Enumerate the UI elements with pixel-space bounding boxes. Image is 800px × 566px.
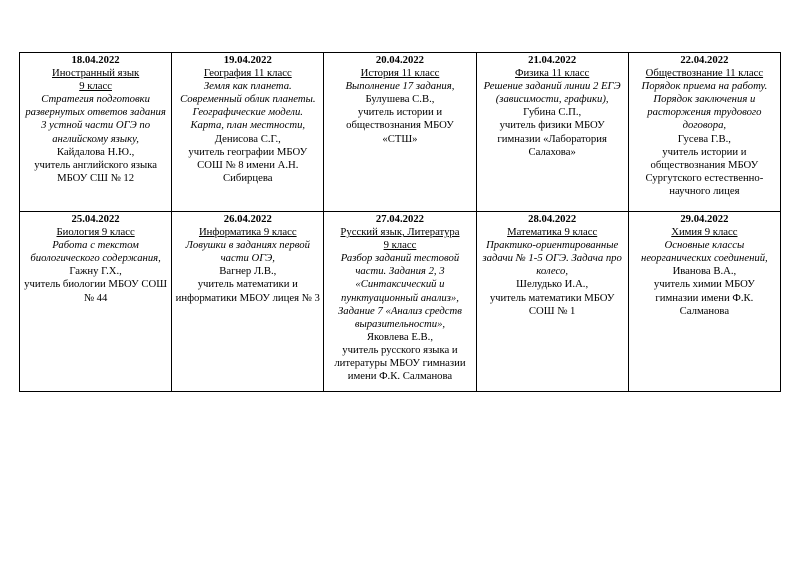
- lesson-subject: Биология 9 класс: [56, 226, 135, 239]
- schedule-cell: [172, 212, 324, 392]
- teacher-name: Кайдалова Н.Ю.,: [56, 145, 135, 158]
- lesson-subject: Физика 11 класс: [515, 67, 590, 80]
- teacher-position: учитель истории и обществознания МБОУ Сургутского естественно-научного лицея: [645, 145, 764, 197]
- schedule-cell: [628, 212, 780, 392]
- schedule-cell: [628, 53, 780, 212]
- teacher-position: учитель математики и информатики МБОУ лицея № 3: [175, 278, 320, 304]
- table-row: [20, 212, 781, 392]
- lesson-subject: География 11 класс: [203, 67, 292, 80]
- schedule-cell: [324, 53, 476, 212]
- teacher-position: учитель биологии МБОУ СОШ № 44: [24, 278, 167, 304]
- lesson-date: 21.04.2022: [528, 54, 577, 66]
- lesson-subject: История 11 класс: [360, 67, 440, 80]
- lesson-subject: Обществознание 11 класс: [645, 67, 764, 80]
- lesson-topic: Порядок приема на работу. Порядок заключения и расторжения трудового договора,: [641, 80, 768, 132]
- teacher-name: Яковлева Е.В.,: [366, 330, 434, 343]
- schedule-cell: [20, 212, 172, 392]
- lesson-date: 29.04.2022: [680, 213, 729, 225]
- teacher-name: Гусева Г.В.,: [677, 132, 731, 145]
- lesson-subject: Русский язык, Литература: [340, 226, 460, 239]
- lesson-topic: Практико-ориентированные задачи № 1-5 ОГЭ. Задача про колесо,: [482, 239, 622, 278]
- lesson-topic: Разбор заданий тестовой части. Задания 2, 3 «Синтаксический и пунктуационный анализ», Задание 7 «Анализ средств выразительности»,: [338, 252, 462, 330]
- schedule-cell: [476, 53, 628, 212]
- lesson-date: 19.04.2022: [223, 54, 272, 66]
- schedule-table: [19, 52, 781, 392]
- schedule-cell: [20, 53, 172, 212]
- teacher-position: учитель истории и обществознания МБОУ «СТШ»: [346, 106, 454, 145]
- teacher-position: учитель химии МБОУ гимназии имени Ф.К. Салманова: [653, 278, 755, 317]
- lesson-date: 27.04.2022: [375, 213, 425, 225]
- lesson-topic: Ловушки в заданиях первой части ОГЭ,: [185, 239, 310, 265]
- lesson-date: 20.04.2022: [375, 54, 425, 66]
- lesson-date: 22.04.2022: [680, 54, 729, 66]
- schedule-cell: [324, 212, 476, 392]
- teacher-name: Вагнер Л.В.,: [219, 265, 277, 278]
- teacher-position: учитель русского языка и литературы МБОУ гимназии имени Ф.К. Салманова: [334, 343, 466, 383]
- schedule-cell: [172, 53, 324, 212]
- lesson-topic: Стратегия подготовки развернутых ответов задания 3 устной части ОГЭ по английскому языку,: [25, 93, 166, 145]
- lesson-grade: 9 класс: [79, 80, 112, 93]
- teacher-name: Гажну Г.Х.,: [69, 265, 122, 278]
- lesson-subject: Химия 9 класс: [671, 226, 738, 239]
- teacher-position: учитель математики МБОУ СОШ № 1: [489, 291, 615, 317]
- teacher-position: учитель английского языка МБОУ СШ № 12: [34, 158, 157, 184]
- table-row: [20, 53, 781, 212]
- teacher-name: Шелудько И.А.,: [516, 278, 589, 291]
- lesson-subject: Математика 9 класс: [507, 226, 598, 239]
- lesson-topic: Решение заданий линии 2 ЕГЭ (зависимости, графики),: [483, 80, 621, 106]
- lesson-date: 18.04.2022: [71, 54, 120, 66]
- lesson-topic: Работа с текстом биологического содержания,: [30, 239, 161, 265]
- lesson-subject: Иностранный язык: [51, 67, 140, 80]
- teacher-name: Губина С.П.,: [523, 106, 582, 119]
- lesson-date: 25.04.2022: [71, 213, 120, 225]
- teacher-name: Булушева С.В.,: [365, 93, 435, 106]
- lesson-subject: Информатика 9 класс: [198, 226, 297, 239]
- lesson-date: 28.04.2022: [528, 213, 577, 225]
- lesson-grade: 9 класс: [383, 239, 417, 252]
- lesson-topic: Основные классы неорганических соединений,: [641, 239, 768, 265]
- teacher-name: Иванова В.А.,: [672, 265, 737, 278]
- teacher-position: учитель географии МБОУ СОШ № 8 имени А.Н. Сибирцева: [188, 145, 308, 184]
- lesson-topic: Выполнение 17 задания,: [345, 80, 455, 93]
- lesson-topic: Земля как планета. Современный облик планеты. Географические модели. Карта, план местности,: [180, 80, 316, 132]
- lesson-date: 26.04.2022: [223, 213, 272, 225]
- teacher-name: Денисова С.Г.,: [214, 132, 281, 145]
- teacher-position: учитель физики МБОУ гимназии «Лаборатория Салахова»: [497, 119, 607, 158]
- schedule-cell: [476, 212, 628, 392]
